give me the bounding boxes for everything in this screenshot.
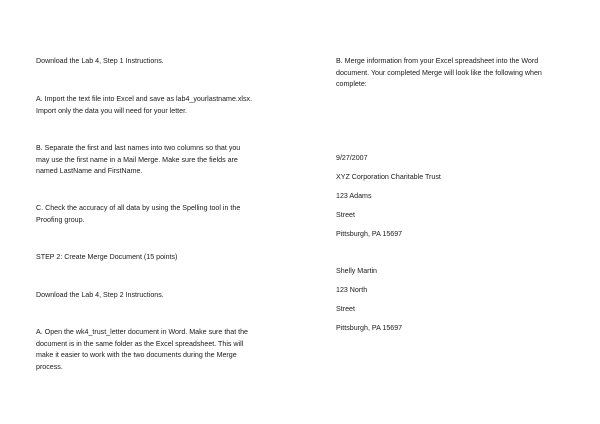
step-b-line-3: named LastName and FirstName. <box>36 167 143 175</box>
org-city-line <box>336 229 402 241</box>
step-b-merge-line-3: complete: <box>336 80 367 88</box>
recipient-street-number <box>336 285 367 297</box>
recipient-name <box>336 266 377 278</box>
org-name-text: XYZ Corporation Charitable Trust <box>336 173 441 181</box>
step2-instructions-text: Download the Lab 4, Step 2 Instructions. <box>36 291 164 299</box>
recipient-name-text: Shelly Martin <box>336 267 378 275</box>
org-street-text: Street <box>336 211 355 219</box>
letter-date <box>336 153 368 165</box>
step-c-line-2: Proofing group. <box>36 215 85 224</box>
step2-a-line-2: document is in the same folder as the Excel spreadsheet. This will <box>36 339 244 348</box>
step2-instructions <box>36 290 164 302</box>
letter-date-text: 9/27/2007 <box>336 154 368 162</box>
step-a-paragraph <box>36 94 252 117</box>
step2-a-paragraph <box>36 327 248 373</box>
recipient-city-line <box>336 323 402 335</box>
step-b-line-2: may use the first name in a Mail Merge. Make sure the fields are <box>36 155 238 164</box>
org-street <box>336 210 355 222</box>
step1-instructions-text: Download the Lab 4, Step 1 Instructions. <box>36 57 164 65</box>
step-c-paragraph <box>36 203 240 226</box>
org-street-number <box>336 191 372 203</box>
step-c-line-1: C. Check the accuracy of all data by using the Spelling tool in the <box>36 204 241 212</box>
step-b-paragraph <box>36 143 240 178</box>
step-b-merge-line-2: document. Your completed Merge will look like the following when <box>336 68 542 77</box>
recipient-street-number-text: 123 North <box>336 286 368 294</box>
step2-a-line-3: make it easier to work with the two documents during the Merge <box>36 351 237 359</box>
step2-heading <box>36 252 177 264</box>
org-name <box>336 172 441 184</box>
step-a-line-1: A. Import the text file into Excel and save as lab4_yourlastname.xlsx. <box>36 95 253 103</box>
step2-heading-text: STEP 2: Create Merge Document (15 points) <box>36 253 178 261</box>
org-street-number-text: 123 Adams <box>336 192 372 200</box>
org-city-line-text: Pittsburgh, PA 15697 <box>336 230 403 238</box>
step-b-merge-paragraph <box>336 56 542 91</box>
step-a-line-2: Import only the data you will need for your letter. <box>36 106 188 115</box>
step1-instructions <box>36 56 164 68</box>
recipient-street <box>336 304 355 316</box>
step2-a-line-1: A. Open the wk4_trust_letter document in Word. Make sure that the <box>36 328 249 336</box>
step-b-line-1: B. Separate the first and last names into two columns so that you <box>36 144 241 152</box>
step-b-merge-line-1: B. Merge information from your Excel spreadsheet into the Word <box>336 57 539 65</box>
recipient-city-line-text: Pittsburgh, PA 15697 <box>336 324 403 332</box>
recipient-street-text: Street <box>336 305 355 313</box>
step2-a-line-4: process. <box>36 362 63 371</box>
